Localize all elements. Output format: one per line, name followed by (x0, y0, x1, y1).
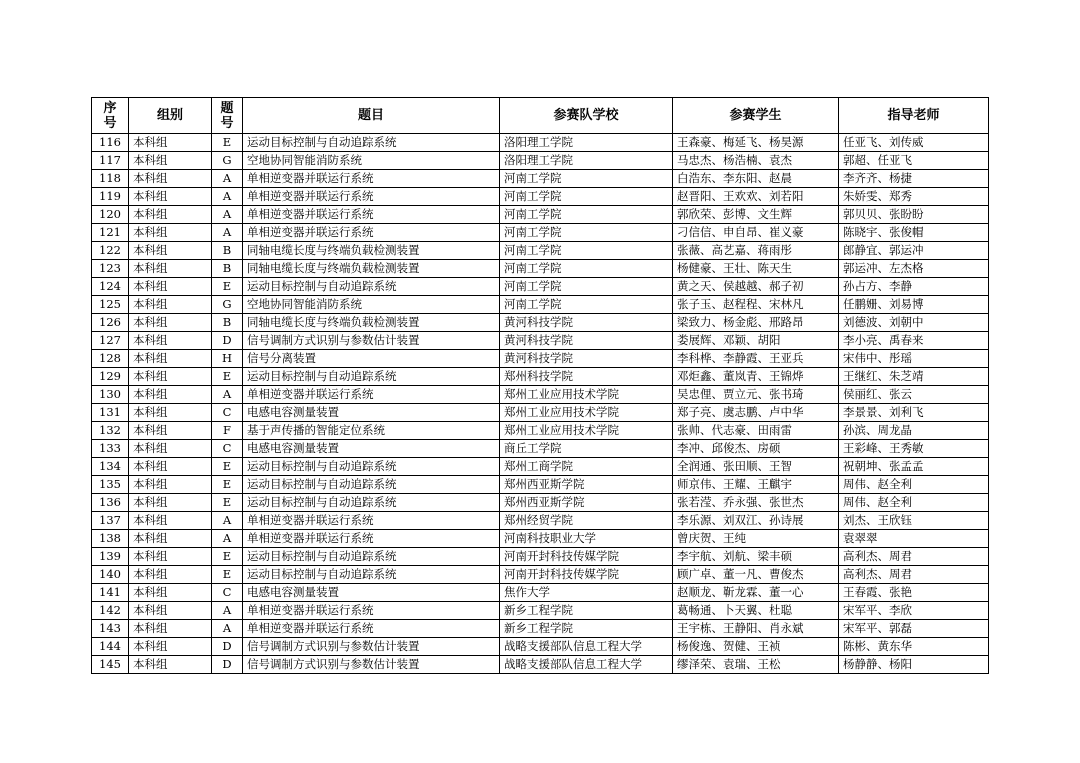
cell-index: 136 (92, 494, 129, 512)
cell-group: 本科组 (129, 584, 212, 602)
table-row (92, 260, 989, 278)
cell-school: 河南工学院 (500, 278, 673, 296)
cell-title: 信号调制方式识别与参数估计装置 (243, 638, 500, 656)
cell-problem-code: E (212, 458, 243, 476)
cell-group: 本科组 (129, 548, 212, 566)
cell-school: 洛阳理工学院 (500, 152, 673, 170)
cell-title: 运动目标控制与自动追踪系统 (243, 368, 500, 386)
cell-school: 河南科技职业大学 (500, 530, 673, 548)
cell-group: 本科组 (129, 602, 212, 620)
cell-group: 本科组 (129, 188, 212, 206)
cell-group: 本科组 (129, 620, 212, 638)
cell-problem-code: A (212, 386, 243, 404)
header-index: 序号 (92, 98, 129, 134)
cell-problem-code: A (212, 512, 243, 530)
cell-school: 河南开封科技传媒学院 (500, 566, 673, 584)
cell-school: 河南工学院 (500, 260, 673, 278)
cell-problem-code: D (212, 332, 243, 350)
cell-problem-code: E (212, 476, 243, 494)
cell-group: 本科组 (129, 458, 212, 476)
cell-school: 战略支援部队信息工程大学 (500, 638, 673, 656)
cell-group: 本科组 (129, 134, 212, 152)
cell-index: 141 (92, 584, 129, 602)
table-row (92, 332, 989, 350)
cell-students: 邓炬鑫、董岚青、王锦烨 (673, 368, 839, 386)
cell-students: 张帅、代志豪、田雨雷 (673, 422, 839, 440)
table-row (92, 278, 989, 296)
table-row (92, 206, 989, 224)
cell-problem-code: C (212, 404, 243, 422)
table-row (92, 494, 989, 512)
table-row (92, 188, 989, 206)
cell-title: 运动目标控制与自动追踪系统 (243, 548, 500, 566)
cell-students: 梁致力、杨金彪、邢路昂 (673, 314, 839, 332)
cell-advisors: 李齐齐、杨捷 (839, 170, 989, 188)
cell-index: 124 (92, 278, 129, 296)
cell-students: 娄展辉、邓颖、胡阳 (673, 332, 839, 350)
cell-index: 119 (92, 188, 129, 206)
cell-problem-code: E (212, 368, 243, 386)
cell-students: 顾广卓、董一凡、曹俊杰 (673, 566, 839, 584)
cell-index: 131 (92, 404, 129, 422)
cell-problem-code: F (212, 422, 243, 440)
cell-school: 商丘工学院 (500, 440, 673, 458)
cell-students: 赵顺龙、靳龙霖、董一心 (673, 584, 839, 602)
cell-students: 全润通、张田顺、王智 (673, 458, 839, 476)
table-row (92, 656, 989, 674)
cell-title: 信号调制方式识别与参数估计装置 (243, 332, 500, 350)
cell-problem-code: A (212, 530, 243, 548)
cell-problem-code: B (212, 314, 243, 332)
cell-title: 运动目标控制与自动追踪系统 (243, 494, 500, 512)
cell-school: 郑州西亚斯学院 (500, 494, 673, 512)
cell-students: 张薇、高艺嘉、蒋雨彤 (673, 242, 839, 260)
cell-school: 郑州工业应用技术学院 (500, 404, 673, 422)
cell-title: 单相逆变器并联运行系统 (243, 206, 500, 224)
cell-students: 杨健豪、王壮、陈天生 (673, 260, 839, 278)
cell-index: 128 (92, 350, 129, 368)
cell-advisors: 周伟、赵全利 (839, 494, 989, 512)
cell-group: 本科组 (129, 638, 212, 656)
cell-advisors: 刘德波、刘朝中 (839, 314, 989, 332)
table-row (92, 404, 989, 422)
cell-title: 单相逆变器并联运行系统 (243, 620, 500, 638)
cell-title: 同轴电缆长度与终端负载检测装置 (243, 242, 500, 260)
cell-problem-code: G (212, 296, 243, 314)
cell-school: 新乡工程学院 (500, 620, 673, 638)
cell-group: 本科组 (129, 422, 212, 440)
cell-group: 本科组 (129, 332, 212, 350)
cell-advisors: 朱娇雯、郑秀 (839, 188, 989, 206)
header-title: 题目 (243, 98, 500, 134)
cell-group: 本科组 (129, 566, 212, 584)
cell-group: 本科组 (129, 206, 212, 224)
cell-advisors: 郎静宜、郭运冲 (839, 242, 989, 260)
cell-school: 郑州经贸学院 (500, 512, 673, 530)
table-row (92, 584, 989, 602)
cell-group: 本科组 (129, 350, 212, 368)
cell-title: 信号分离装置 (243, 350, 500, 368)
cell-problem-code: D (212, 638, 243, 656)
cell-school: 郑州科技学院 (500, 368, 673, 386)
cell-students: 郑子亮、虞志鹏、卢中华 (673, 404, 839, 422)
cell-index: 135 (92, 476, 129, 494)
cell-index: 123 (92, 260, 129, 278)
cell-index: 120 (92, 206, 129, 224)
cell-school: 河南工学院 (500, 296, 673, 314)
cell-school: 河南工学院 (500, 242, 673, 260)
cell-index: 138 (92, 530, 129, 548)
header-problem-code: 题号 (212, 98, 243, 134)
cell-advisors: 周伟、赵全利 (839, 476, 989, 494)
cell-title: 基于声传播的智能定位系统 (243, 422, 500, 440)
cell-group: 本科组 (129, 260, 212, 278)
cell-problem-code: E (212, 278, 243, 296)
cell-school: 河南工学院 (500, 170, 673, 188)
table-body (92, 134, 989, 674)
cell-group: 本科组 (129, 530, 212, 548)
header-advisors: 指导老师 (839, 98, 989, 134)
cell-students: 李冲、邱俊杰、房硕 (673, 440, 839, 458)
cell-school: 焦作大学 (500, 584, 673, 602)
table-row (92, 548, 989, 566)
cell-students: 刁信信、申自昂、崔义豪 (673, 224, 839, 242)
table-row (92, 242, 989, 260)
cell-advisors: 孙占方、李静 (839, 278, 989, 296)
cell-index: 129 (92, 368, 129, 386)
cell-advisors: 郭贝贝、张盼盼 (839, 206, 989, 224)
table-row (92, 386, 989, 404)
cell-school: 黄河科技学院 (500, 332, 673, 350)
cell-title: 单相逆变器并联运行系统 (243, 170, 500, 188)
table-row (92, 170, 989, 188)
cell-group: 本科组 (129, 278, 212, 296)
cell-index: 139 (92, 548, 129, 566)
cell-school: 郑州工商学院 (500, 458, 673, 476)
cell-group: 本科组 (129, 404, 212, 422)
cell-index: 132 (92, 422, 129, 440)
cell-advisors: 任亚飞、刘传威 (839, 134, 989, 152)
cell-title: 运动目标控制与自动追踪系统 (243, 134, 500, 152)
cell-title: 同轴电缆长度与终端负载检测装置 (243, 260, 500, 278)
cell-group: 本科组 (129, 368, 212, 386)
cell-title: 单相逆变器并联运行系统 (243, 386, 500, 404)
cell-group: 本科组 (129, 152, 212, 170)
cell-advisors: 宋伟中、彤瑶 (839, 350, 989, 368)
cell-problem-code: H (212, 350, 243, 368)
cell-title: 同轴电缆长度与终端负载检测装置 (243, 314, 500, 332)
table-row (92, 350, 989, 368)
cell-group: 本科组 (129, 170, 212, 188)
cell-advisors: 宋军平、郭磊 (839, 620, 989, 638)
cell-problem-code: E (212, 494, 243, 512)
cell-school: 战略支援部队信息工程大学 (500, 656, 673, 674)
cell-students: 李乐源、刘双江、孙诗展 (673, 512, 839, 530)
cell-students: 赵晋阳、王欢欢、刘若阳 (673, 188, 839, 206)
cell-students: 黄之天、侯越越、郝子初 (673, 278, 839, 296)
cell-advisors: 王春霞、张艳 (839, 584, 989, 602)
cell-advisors: 孙滨、周龙晶 (839, 422, 989, 440)
cell-advisors: 袁翠翠 (839, 530, 989, 548)
cell-students: 王森豪、梅延飞、杨昊源 (673, 134, 839, 152)
cell-index: 143 (92, 620, 129, 638)
cell-school: 郑州西亚斯学院 (500, 476, 673, 494)
cell-students: 师京伟、王耀、王麒宇 (673, 476, 839, 494)
cell-index: 118 (92, 170, 129, 188)
table-row (92, 224, 989, 242)
cell-title: 单相逆变器并联运行系统 (243, 224, 500, 242)
cell-school: 河南工学院 (500, 188, 673, 206)
cell-problem-code: A (212, 206, 243, 224)
table-row (92, 512, 989, 530)
cell-advisors: 陈晓宇、张俊帽 (839, 224, 989, 242)
table-row (92, 566, 989, 584)
cell-students: 吴忠俚、贾立元、张书琦 (673, 386, 839, 404)
cell-problem-code: E (212, 134, 243, 152)
cell-advisors: 刘杰、王欣钰 (839, 512, 989, 530)
cell-students: 张子玉、赵程程、宋林凡 (673, 296, 839, 314)
table-row (92, 440, 989, 458)
cell-students: 杨俊逸、贺健、王祯 (673, 638, 839, 656)
cell-group: 本科组 (129, 314, 212, 332)
cell-group: 本科组 (129, 494, 212, 512)
cell-title: 单相逆变器并联运行系统 (243, 530, 500, 548)
cell-advisors: 郭超、任亚飞 (839, 152, 989, 170)
table-row (92, 602, 989, 620)
cell-title: 单相逆变器并联运行系统 (243, 602, 500, 620)
table-header-row (92, 98, 989, 134)
table-row (92, 314, 989, 332)
cell-group: 本科组 (129, 224, 212, 242)
cell-index: 137 (92, 512, 129, 530)
cell-title: 运动目标控制与自动追踪系统 (243, 476, 500, 494)
cell-problem-code: G (212, 152, 243, 170)
cell-index: 121 (92, 224, 129, 242)
results-table (91, 97, 989, 674)
cell-school: 洛阳理工学院 (500, 134, 673, 152)
cell-title: 空地协同智能消防系统 (243, 152, 500, 170)
cell-school: 河南工学院 (500, 206, 673, 224)
cell-students: 张若滢、乔永强、张世杰 (673, 494, 839, 512)
header-students: 参赛学生 (673, 98, 839, 134)
cell-problem-code: A (212, 224, 243, 242)
header-group: 组别 (129, 98, 212, 134)
table-row (92, 620, 989, 638)
cell-school: 郑州工业应用技术学院 (500, 386, 673, 404)
cell-advisors: 高利杰、周君 (839, 548, 989, 566)
cell-group: 本科组 (129, 296, 212, 314)
cell-index: 140 (92, 566, 129, 584)
cell-title: 电感电容测量装置 (243, 404, 500, 422)
cell-group: 本科组 (129, 476, 212, 494)
cell-students: 李科桦、李静霞、王亚兵 (673, 350, 839, 368)
cell-title: 运动目标控制与自动追踪系统 (243, 458, 500, 476)
cell-title: 运动目标控制与自动追踪系统 (243, 278, 500, 296)
cell-school: 河南开封科技传媒学院 (500, 548, 673, 566)
cell-problem-code: B (212, 242, 243, 260)
cell-advisors: 高利杰、周君 (839, 566, 989, 584)
cell-advisors: 王彩峰、王秀敏 (839, 440, 989, 458)
cell-group: 本科组 (129, 512, 212, 530)
cell-problem-code: A (212, 188, 243, 206)
cell-students: 郭欣荣、彭博、文生辉 (673, 206, 839, 224)
cell-school: 黄河科技学院 (500, 350, 673, 368)
cell-problem-code: A (212, 170, 243, 188)
cell-advisors: 李小亮、禹春来 (839, 332, 989, 350)
cell-students: 葛畅通、卜天翼、杜聪 (673, 602, 839, 620)
cell-index: 117 (92, 152, 129, 170)
cell-students: 李宇航、刘航、梁丰硕 (673, 548, 839, 566)
cell-advisors: 宋军平、李欣 (839, 602, 989, 620)
table-row (92, 422, 989, 440)
cell-advisors: 祝朝坤、张孟孟 (839, 458, 989, 476)
table-row (92, 296, 989, 314)
table-row (92, 368, 989, 386)
cell-advisors: 侯丽红、张云 (839, 386, 989, 404)
cell-group: 本科组 (129, 386, 212, 404)
cell-advisors: 李景景、刘利飞 (839, 404, 989, 422)
cell-index: 145 (92, 656, 129, 674)
cell-group: 本科组 (129, 656, 212, 674)
cell-students: 白浩东、李东阳、赵晨 (673, 170, 839, 188)
cell-advisors: 任鹏姗、刘易博 (839, 296, 989, 314)
cell-title: 运动目标控制与自动追踪系统 (243, 566, 500, 584)
cell-index: 142 (92, 602, 129, 620)
cell-students: 缪泽荣、袁瑞、王松 (673, 656, 839, 674)
cell-title: 空地协同智能消防系统 (243, 296, 500, 314)
table-row (92, 638, 989, 656)
cell-index: 122 (92, 242, 129, 260)
cell-students: 马忠杰、杨浩楠、袁杰 (673, 152, 839, 170)
cell-problem-code: A (212, 602, 243, 620)
cell-problem-code: C (212, 440, 243, 458)
cell-index: 125 (92, 296, 129, 314)
cell-problem-code: E (212, 548, 243, 566)
cell-title: 单相逆变器并联运行系统 (243, 188, 500, 206)
cell-school: 黄河科技学院 (500, 314, 673, 332)
cell-school: 河南工学院 (500, 224, 673, 242)
cell-problem-code: D (212, 656, 243, 674)
cell-index: 116 (92, 134, 129, 152)
cell-school: 郑州工业应用技术学院 (500, 422, 673, 440)
cell-problem-code: E (212, 566, 243, 584)
cell-problem-code: B (212, 260, 243, 278)
cell-index: 133 (92, 440, 129, 458)
cell-index: 126 (92, 314, 129, 332)
cell-title: 信号调制方式识别与参数估计装置 (243, 656, 500, 674)
cell-index: 134 (92, 458, 129, 476)
cell-students: 王宇栋、王静阳、肖永斌 (673, 620, 839, 638)
header-school: 参赛队学校 (500, 98, 673, 134)
cell-group: 本科组 (129, 440, 212, 458)
cell-group: 本科组 (129, 242, 212, 260)
table-row (92, 134, 989, 152)
cell-advisors: 杨静静、杨阳 (839, 656, 989, 674)
cell-advisors: 郭运冲、左杰格 (839, 260, 989, 278)
cell-problem-code: A (212, 620, 243, 638)
cell-title: 电感电容测量装置 (243, 440, 500, 458)
cell-problem-code: C (212, 584, 243, 602)
cell-title: 单相逆变器并联运行系统 (243, 512, 500, 530)
cell-index: 130 (92, 386, 129, 404)
cell-students: 曾庆贺、王纯 (673, 530, 839, 548)
table-row (92, 530, 989, 548)
cell-index: 144 (92, 638, 129, 656)
cell-advisors: 王继红、朱芝靖 (839, 368, 989, 386)
cell-school: 新乡工程学院 (500, 602, 673, 620)
table-row (92, 152, 989, 170)
cell-index: 127 (92, 332, 129, 350)
table-row (92, 476, 989, 494)
cell-advisors: 陈彬、黄东华 (839, 638, 989, 656)
cell-title: 电感电容测量装置 (243, 584, 500, 602)
table-row (92, 458, 989, 476)
